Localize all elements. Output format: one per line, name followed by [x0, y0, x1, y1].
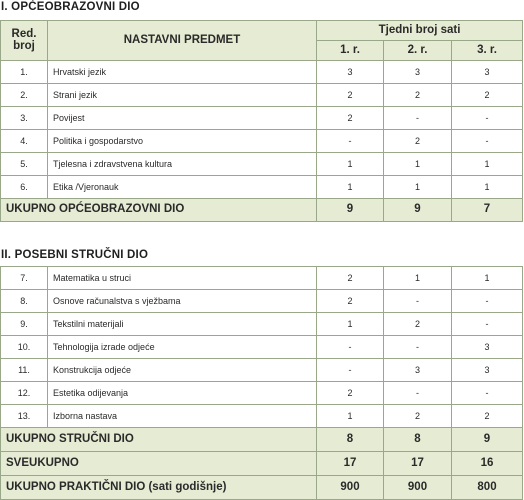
- table-row: [1, 382, 523, 405]
- row-number: 12.: [1, 382, 48, 405]
- total-prakticni-year-2: 900: [384, 476, 452, 500]
- table-row: [1, 130, 523, 153]
- section2-table: [0, 266, 523, 500]
- table-row: [1, 290, 523, 313]
- total-strucni-label: UKUPNO STRUČNI DIO: [1, 428, 317, 452]
- total-prakticni-label: UKUPNO PRAKTIČNI DIO (sati godišnje): [1, 476, 317, 500]
- subject-name: Tekstilni materijali: [48, 313, 317, 336]
- hours-year-3: -: [452, 290, 523, 313]
- hours-year-3: -: [452, 107, 523, 130]
- total-prakticni-year-3: 800: [452, 476, 523, 500]
- total-opceobrazovni-label: UKUPNO OPĆEOBRAZOVNI DIO: [1, 199, 317, 222]
- hours-year-2: 2: [384, 313, 452, 336]
- hours-year-2: -: [384, 290, 452, 313]
- section1-table: [0, 20, 523, 222]
- total-sveukupno-year-1: 17: [317, 452, 384, 476]
- total-opceobrazovni-year-3: 7: [452, 199, 523, 222]
- hours-year-3: 2: [452, 84, 523, 107]
- subject-name: Osnove računalstva s vježbama: [48, 290, 317, 313]
- total-strucni-year-3: 9: [452, 428, 523, 452]
- hours-year-1: 1: [317, 313, 384, 336]
- header-year-2: 2. r.: [384, 41, 452, 61]
- subject-name: Politika i gospodarstvo: [48, 130, 317, 153]
- subject-name: Hrvatski jezik: [48, 61, 317, 84]
- row-number: 6.: [1, 176, 48, 199]
- hours-year-2: -: [384, 107, 452, 130]
- row-number: 8.: [1, 290, 48, 313]
- total-row: [1, 452, 523, 476]
- table-row: [1, 176, 523, 199]
- subject-name: Tehnologija izrade odjeće: [48, 336, 317, 359]
- hours-year-3: -: [452, 313, 523, 336]
- table-row: [1, 107, 523, 130]
- header-year-3: 3. r.: [452, 41, 523, 61]
- hours-year-2: 2: [384, 130, 452, 153]
- header-red-broj: Red. broj: [1, 21, 48, 61]
- row-number: 5.: [1, 153, 48, 176]
- row-number: 9.: [1, 313, 48, 336]
- total-row: [1, 476, 523, 500]
- row-number: 7.: [1, 267, 48, 290]
- hours-year-2: -: [384, 382, 452, 405]
- table-row: [1, 84, 523, 107]
- section1-title: I. OPĆEOBRAZOVNI DIO: [1, 1, 140, 13]
- header-year-1: 1. r.: [317, 41, 384, 61]
- hours-year-3: 3: [452, 61, 523, 84]
- subject-name: Konstrukcija odjeće: [48, 359, 317, 382]
- hours-year-1: -: [317, 336, 384, 359]
- hours-year-1: 1: [317, 176, 384, 199]
- total-opceobrazovni-year-1: 9: [317, 199, 384, 222]
- table-row: [1, 336, 523, 359]
- row-number: 3.: [1, 107, 48, 130]
- table-row: [1, 153, 523, 176]
- hours-year-2: 1: [384, 267, 452, 290]
- total-opceobrazovni-year-2: 9: [384, 199, 452, 222]
- hours-year-1: 1: [317, 153, 384, 176]
- row-number: 2.: [1, 84, 48, 107]
- row-number: 4.: [1, 130, 48, 153]
- subject-name: Etika /Vjeronauk: [48, 176, 317, 199]
- hours-year-2: -: [384, 336, 452, 359]
- header-nastavni-predmet: NASTAVNI PREDMET: [48, 21, 317, 61]
- row-number: 13.: [1, 405, 48, 428]
- hours-year-2: 2: [384, 405, 452, 428]
- hours-year-3: -: [452, 130, 523, 153]
- subject-name: Povijest: [48, 107, 317, 130]
- header-tjedni-broj-sati: Tjedni broj sati: [317, 21, 523, 41]
- subject-name: Strani jezik: [48, 84, 317, 107]
- hours-year-1: -: [317, 359, 384, 382]
- total-prakticni-year-1: 900: [317, 476, 384, 500]
- subject-name: Tjelesna i zdravstvena kultura: [48, 153, 317, 176]
- hours-year-1: 2: [317, 382, 384, 405]
- hours-year-1: 2: [317, 84, 384, 107]
- hours-year-2: 1: [384, 176, 452, 199]
- hours-year-2: 1: [384, 153, 452, 176]
- table-row: [1, 61, 523, 84]
- table-row: [1, 267, 523, 290]
- total-row: [1, 428, 523, 452]
- total-sveukupno-year-3: 16: [452, 452, 523, 476]
- row-number: 11.: [1, 359, 48, 382]
- total-sveukupno-label: SVEUKUPNO: [1, 452, 317, 476]
- row-number: 1.: [1, 61, 48, 84]
- hours-year-1: 3: [317, 61, 384, 84]
- hours-year-1: -: [317, 130, 384, 153]
- row-number: 10.: [1, 336, 48, 359]
- subject-name: Estetika odijevanja: [48, 382, 317, 405]
- hours-year-3: -: [452, 382, 523, 405]
- hours-year-1: 1: [317, 405, 384, 428]
- hours-year-3: 2: [452, 405, 523, 428]
- table-row: [1, 405, 523, 428]
- hours-year-3: 1: [452, 176, 523, 199]
- total-strucni-year-2: 8: [384, 428, 452, 452]
- subject-name: Izborna nastava: [48, 405, 317, 428]
- section2-title: II. POSEBNI STRUČNI DIO: [1, 249, 149, 261]
- hours-year-3: 1: [452, 267, 523, 290]
- hours-year-2: 3: [384, 359, 452, 382]
- hours-year-1: 2: [317, 267, 384, 290]
- subject-name: Matematika u struci: [48, 267, 317, 290]
- total-strucni-year-1: 8: [317, 428, 384, 452]
- hours-year-3: 3: [452, 359, 523, 382]
- hours-year-1: 2: [317, 290, 384, 313]
- hours-year-1: 2: [317, 107, 384, 130]
- total-sveukupno-year-2: 17: [384, 452, 452, 476]
- hours-year-3: 1: [452, 153, 523, 176]
- table-row: [1, 359, 523, 382]
- table-row: [1, 313, 523, 336]
- hours-year-2: 3: [384, 61, 452, 84]
- hours-year-2: 2: [384, 84, 452, 107]
- hours-year-3: 3: [452, 336, 523, 359]
